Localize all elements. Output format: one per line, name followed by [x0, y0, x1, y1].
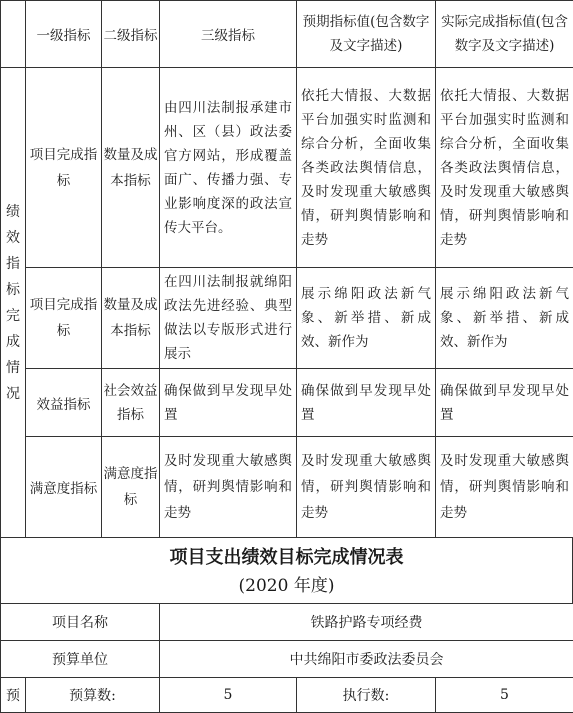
- table-row: [1, 437, 573, 538]
- level2-cell: 数量及成本指标: [102, 68, 160, 268]
- level2-cell: 数量及成本指标: [102, 268, 160, 369]
- side-label: 绩 效 指 标 完 成 情 况: [1, 68, 26, 538]
- budget-unit-value: 中共绵阳市委政法委员会: [160, 641, 573, 678]
- expected-cell: 展示绵阳政法新气象、新举措、新成效、新作为: [297, 268, 436, 369]
- table-header-row: [1, 1, 573, 68]
- exec-count-value: 5: [436, 678, 573, 713]
- table-row: [1, 369, 573, 437]
- section-year: (2020 年度): [1, 571, 572, 596]
- actual-cell: 确保做到早发现早处置: [436, 369, 573, 437]
- expected-cell: 及时发现重大敏感舆情，研判舆情影响和走势: [297, 437, 436, 538]
- level2-cell: 社会效益指标: [102, 369, 160, 437]
- header-level2: 二级指标: [102, 1, 160, 68]
- exec-count-label: 执行数:: [297, 678, 436, 713]
- expected-cell: 依托大情报、大数据平台加强实时监测和综合分析，全面收集各类政法舆情信息，及时发现重大敏感舆情，研判舆情影响和走势: [297, 68, 436, 268]
- header-expected: 预期指标值(包含数字及文字描述): [297, 1, 436, 68]
- actual-cell: 依托大情报、大数据平台加强实时监测和综合分析，全面收集各类政法舆情信息，及时发现重大敏感舆情，研判舆情影响和走势: [436, 68, 573, 268]
- budget-unit-row: [1, 641, 573, 678]
- budget-count-value: 5: [160, 678, 297, 713]
- level1-cell: 满意度指标: [26, 437, 102, 538]
- project-name-row: [1, 604, 573, 641]
- budget-partial-label: 预: [1, 678, 26, 713]
- project-name-label: 项目名称: [1, 604, 160, 641]
- table-row: [1, 268, 573, 369]
- side-label-header-cell: [1, 1, 26, 68]
- level3-cell: 由四川法制报承建市州、区（县）政法委官方网站，形成覆盖面广、传播力强、专业影响度深的政法宣传大平台。: [160, 68, 297, 268]
- table-row: [1, 68, 573, 268]
- actual-cell: 展示绵阳政法新气象、新举措、新成效、新作为: [436, 268, 573, 369]
- budget-unit-label: 预算单位: [1, 641, 160, 678]
- section-title-area: [0, 537, 573, 603]
- header-actual: 实际完成指标值(包含数字及文字描述): [436, 1, 573, 68]
- header-level1: 一级指标: [26, 1, 102, 68]
- budget-count-label: 预算数:: [26, 678, 160, 713]
- budget-amount-row: [1, 678, 573, 713]
- project-info-table: [0, 603, 573, 713]
- section-title: 项目支出绩效目标完成情况表: [1, 543, 572, 569]
- actual-cell: 及时发现重大敏感舆情，研判舆情影响和走势: [436, 437, 573, 538]
- level1-cell: 项目完成指标: [26, 268, 102, 369]
- level3-cell: 确保做到早发现早处置: [160, 369, 297, 437]
- header-level3: 三级指标: [160, 1, 297, 68]
- level2-cell: 满意度指标: [102, 437, 160, 538]
- level3-cell: 在四川法制报就绵阳政法先进经验、典型做法以专版形式进行展示: [160, 268, 297, 369]
- level1-cell: 项目完成指标: [26, 68, 102, 268]
- level1-cell: 效益指标: [26, 369, 102, 437]
- expected-cell: 确保做到早发现早处置: [297, 369, 436, 437]
- project-name-value: 铁路护路专项经费: [160, 604, 573, 641]
- level3-cell: 及时发现重大敏感舆情，研判舆情影响和走势: [160, 437, 297, 538]
